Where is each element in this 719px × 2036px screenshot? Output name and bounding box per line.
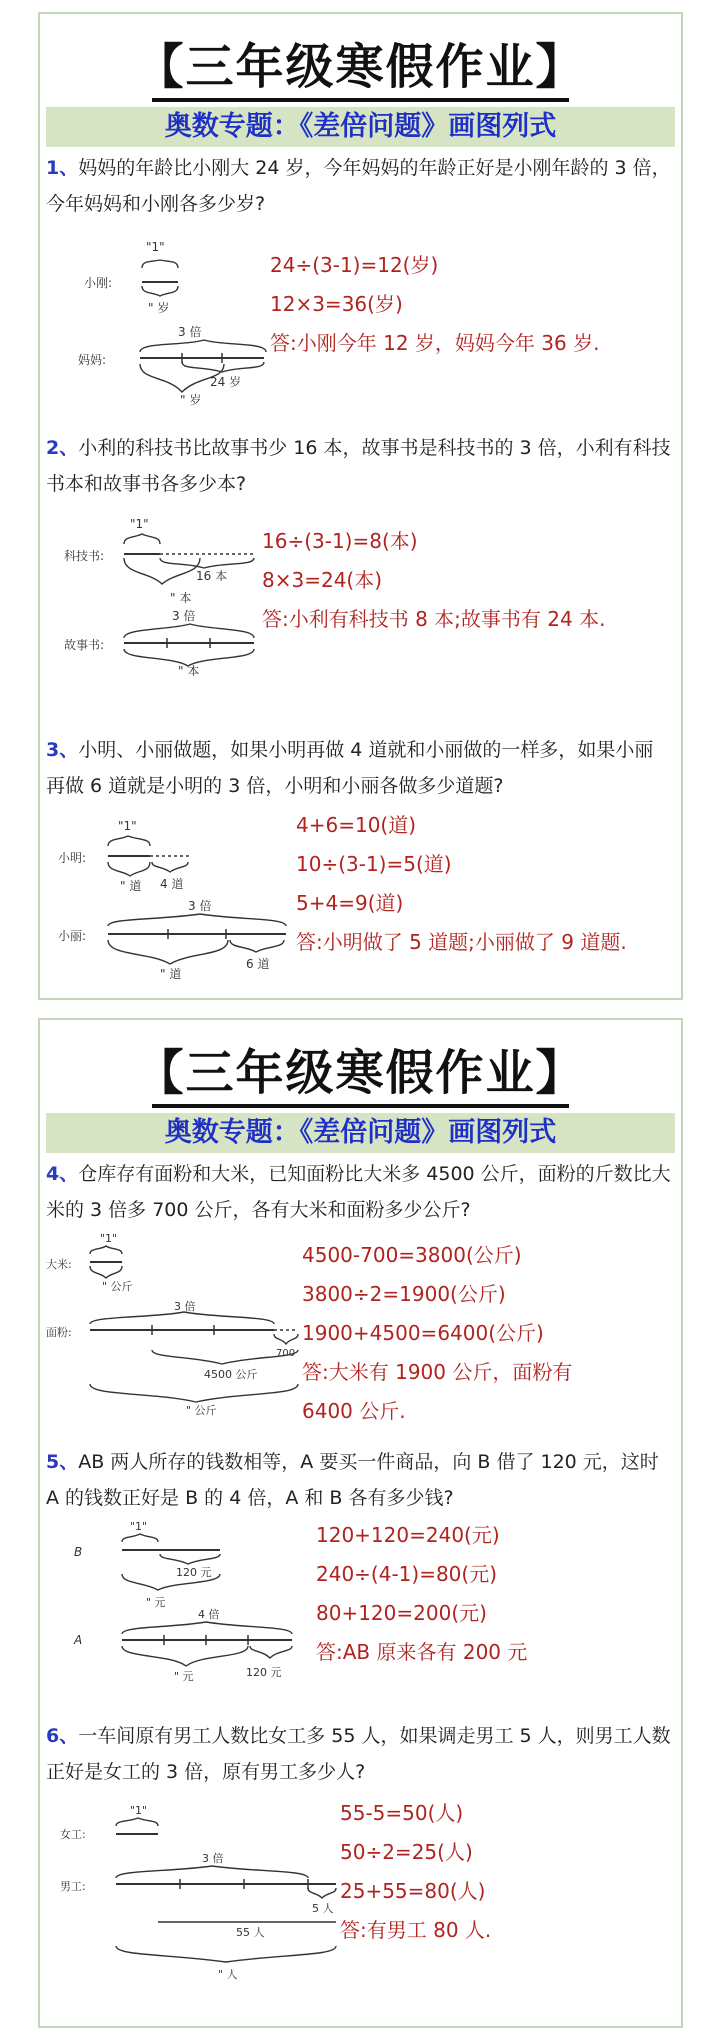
answer-line: 6400 公斤. (302, 1399, 406, 1423)
row-label: 故事书: (64, 638, 105, 652)
unknown-label: " 本 (170, 591, 192, 605)
answer-line: 答:有男工 80 人. (340, 1918, 492, 1942)
problem-4-answers (302, 1236, 572, 1431)
problem-2-text (46, 430, 671, 502)
row-label: 大米: (46, 1258, 72, 1271)
extra-label: 120 元 (246, 1666, 282, 1679)
row-label: 科技书: (64, 549, 105, 563)
problem-5-text (46, 1444, 671, 1516)
diff-brace (160, 558, 254, 568)
problem-number: 6、 (46, 1725, 79, 1747)
extra-brace (250, 1646, 292, 1658)
times-label: 3 倍 (202, 1852, 224, 1865)
times-brace (90, 1312, 274, 1324)
unit-label: "1" (118, 819, 137, 833)
row-label: 男工: (60, 1880, 86, 1893)
row-label: 面粉: (46, 1326, 72, 1339)
answer-line: 答:大米有 1900 公斤，面粉有 (302, 1360, 573, 1384)
extra-brace (308, 1888, 336, 1898)
times-brace (108, 914, 286, 926)
answer-line: 1900+4500=6400(公斤) (302, 1321, 544, 1345)
title-underline (152, 98, 569, 102)
answer-line: 4+6=10(道) (296, 813, 417, 837)
unknown-label: " 元 (174, 1670, 194, 1683)
answer-line: 24÷(3-1)=12(岁) (270, 253, 439, 277)
problem-number: 3、 (46, 739, 79, 761)
problem-text: AB 两人所存的钱数相等，A 要买一件商品，向 B 借了 120 元，这时 A 的钱数正好是 B 的 4 倍，A 和 B 各有多少钱? (46, 1451, 659, 1509)
row-label: 小明: (58, 851, 87, 865)
value-brace (90, 1266, 122, 1278)
row-label: A (74, 1633, 83, 1647)
answer-line: 120+120=240(元) (316, 1523, 500, 1547)
value-brace (116, 1946, 336, 1962)
problem-number: 4、 (46, 1163, 79, 1185)
problem-1-diagram (64, 236, 304, 406)
unit-brace (122, 1534, 158, 1542)
answer-line: 答:小刚今年 12 岁，妈妈今年 36 岁. (270, 331, 600, 355)
unit-brace (108, 836, 150, 846)
problem-3-diagram (50, 814, 290, 989)
unit-brace (124, 534, 160, 544)
row-label: 妈妈: (78, 353, 107, 367)
unit-brace (90, 1246, 122, 1254)
problem-2-diagram (54, 512, 294, 677)
problem-1-answers (270, 246, 599, 363)
times-brace (140, 340, 266, 352)
unit-brace (116, 1818, 158, 1826)
unknown-label: " 元 (146, 1596, 166, 1609)
answer-line: 3800÷2=1900(公斤) (302, 1282, 506, 1306)
worksheet-page-2 (38, 1018, 683, 2028)
answer-line: 4500-700=3800(公斤) (302, 1243, 522, 1267)
problem-3-text (46, 732, 671, 804)
diff-label: 24 岁 (210, 375, 242, 389)
problem-number: 1、 (46, 157, 79, 179)
unknown-label: " 人 (218, 1968, 238, 1981)
unit-label: "1" (130, 1520, 148, 1533)
unit-label: "1" (130, 517, 149, 531)
times-label: 3 倍 (188, 899, 212, 913)
problem-text: 仓库存有面粉和大米，已知面粉比大米多 4500 公斤，面粉的斤数比大米的 3 倍多 700 公斤，各有大米和面粉多少公斤? (46, 1163, 671, 1221)
unit-label: "1" (130, 1804, 148, 1817)
times-brace (122, 1622, 292, 1634)
problem-number: 5、 (46, 1451, 79, 1473)
times-label: 4 倍 (198, 1608, 220, 1621)
value-brace (108, 862, 150, 876)
diff-label: 55 人 (236, 1926, 265, 1939)
answer-line: 240÷(4-1)=80(元) (316, 1562, 498, 1586)
problem-text: 一车间原有男工人数比女工多 55 人，如果调走男工 5 人，则男工人数正好是女工的 3 倍，原有男工多少人? (46, 1725, 671, 1783)
problem-5-diagram (70, 1516, 310, 1686)
value-brace (122, 1646, 248, 1666)
answer-line: 80+120=200(元) (316, 1601, 487, 1625)
times-label: 3 倍 (174, 1300, 196, 1313)
problem-text: 小明、小丽做题，如果小明再做 4 道就和小丽做的一样多，如果小丽再做 6 道就是小明的 3 倍，小明和小丽各做多少道题? (46, 739, 654, 797)
extra-brace (160, 1554, 220, 1564)
times-label: 3 倍 (172, 609, 196, 623)
answer-line: 12×3=36(岁) (270, 292, 403, 316)
title-underline (152, 1104, 569, 1108)
page-title: 【三年级寒假作业】 (135, 1045, 586, 1101)
diff-label: 16 本 (196, 569, 228, 583)
answer-line: 50÷2=25(人) (340, 1840, 473, 1864)
row-label: 小丽: (58, 929, 87, 943)
diff-label: 4500 公斤 (204, 1368, 258, 1381)
unknown-label: " 岁 (180, 393, 202, 407)
extra-label: 700 (276, 1348, 296, 1359)
answer-line: 答:小明做了 5 道题;小丽做了 9 道题. (296, 930, 627, 954)
unknown-label: " 公斤 (102, 1280, 133, 1293)
problem-6-text (46, 1718, 671, 1790)
page-title: 【三年级寒假作业】 (135, 39, 586, 95)
answer-line: 10÷(3-1)=5(道) (296, 852, 452, 876)
answer-line: 答:小利有科技书 8 本;故事书有 24 本. (262, 607, 606, 631)
extra-label: 5 人 (312, 1902, 334, 1915)
worksheet-page-1 (38, 12, 683, 1000)
topic-banner: 奥数专题：《差倍问题》画图列式 (46, 1113, 675, 1153)
times-brace (124, 624, 254, 638)
problem-text: 小利的科技书比故事书少 16 本，故事书是科技书的 3 倍，小利有科技书本和故事书各多少本? (46, 437, 671, 495)
extra-label: 6 道 (246, 957, 270, 971)
answer-line: 8×3=24(本) (262, 568, 383, 592)
row-label: 小刚: (84, 276, 113, 290)
row-label: B (74, 1545, 83, 1559)
answer-line: 答:AB 原来各有 200 元 (316, 1640, 528, 1664)
answer-line: 5+4=9(道) (296, 891, 404, 915)
unit-label: "1" (146, 240, 165, 254)
value-brace (108, 940, 228, 964)
value-brace (90, 1384, 298, 1402)
topic-banner: 奥数专题：《差倍问题》画图列式 (46, 107, 675, 147)
value-brace (142, 286, 178, 296)
problem-2-answers (262, 522, 605, 639)
unknown-label: " 公斤 (186, 1404, 217, 1417)
row-label: 女工: (60, 1828, 86, 1841)
unknown-label: " 道 (160, 967, 182, 981)
unknown-label: " 本 (178, 664, 200, 678)
unit-brace (142, 260, 178, 268)
problem-4-text (46, 1156, 671, 1228)
times-label: 3 倍 (178, 325, 202, 339)
extra-brace (152, 862, 188, 872)
problem-6-diagram (50, 1796, 334, 1986)
answer-line: 16÷(3-1)=8(本) (262, 529, 418, 553)
extra-brace (230, 940, 284, 952)
unknown-label: " 道 (120, 879, 142, 893)
problem-number: 2、 (46, 437, 79, 459)
problem-text: 妈妈的年龄比小刚大 24 岁，今年妈妈的年龄正好是小刚年龄的 3 倍，今年妈妈和小刚各多少岁? (46, 157, 671, 215)
answer-line: 55-5=50(人) (340, 1801, 464, 1825)
problem-4-diagram (42, 1228, 312, 1418)
extra-brace (274, 1334, 298, 1344)
answer-line: 25+55=80(人) (340, 1879, 486, 1903)
times-brace (116, 1866, 308, 1878)
problem-1-text (46, 150, 671, 222)
extra-label: 4 道 (160, 877, 184, 891)
problem-3-answers (296, 806, 627, 962)
extra-label: 120 元 (176, 1566, 212, 1579)
problem-6-answers (340, 1794, 491, 1950)
unknown-label: " 岁 (148, 301, 170, 315)
unit-label: "1" (100, 1232, 118, 1245)
problem-5-answers (316, 1516, 527, 1672)
